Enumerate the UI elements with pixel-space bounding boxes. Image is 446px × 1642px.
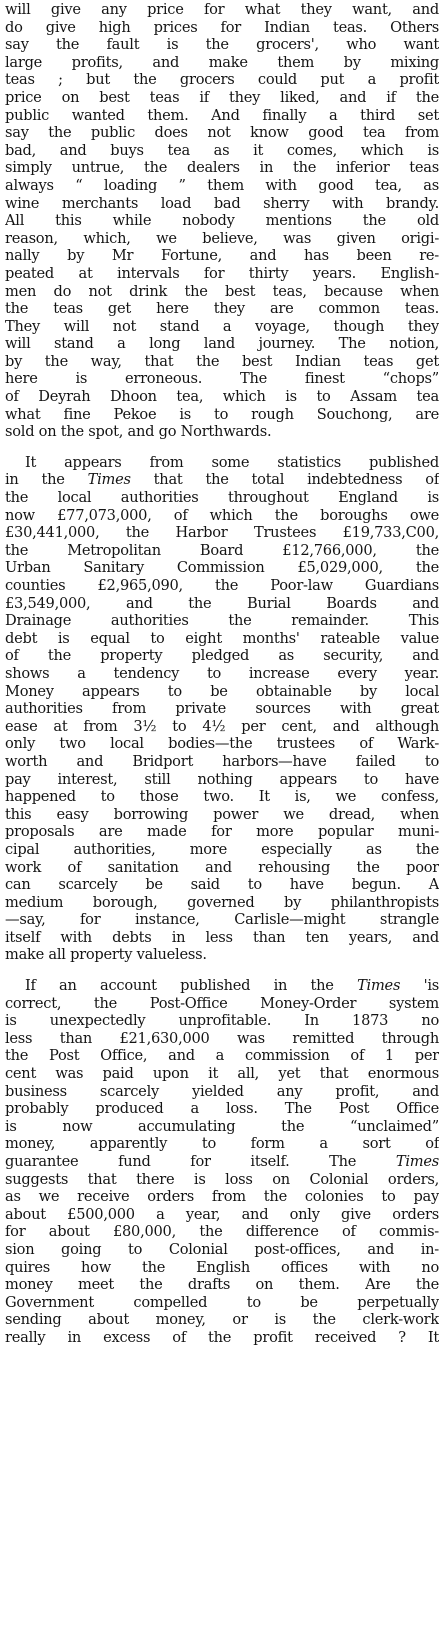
text-line: will stand a long land journey. The notion, <box>5 335 439 353</box>
text-line: only two local bodies—the trustees of Wark- <box>5 735 439 753</box>
text-line: All this while nobody mentions the old <box>5 212 439 230</box>
text-line: Money appears to be obtainable by local <box>5 682 439 700</box>
text-line: bad, and buys tea as it comes, which is <box>5 141 439 159</box>
newspaper-column <box>0 1 446 1642</box>
text-line: itself with debts in less than ten years, and <box>5 928 439 946</box>
text-line: is unexpectedly unprofitable. In 1873 no <box>5 1012 439 1030</box>
text-line: what fine Pekoe is to rough Souchong, are <box>5 405 439 423</box>
text-line: money meet the drafts on them. Are the <box>5 1276 439 1294</box>
text-line: sending about money, or is the clerk-work <box>5 1311 439 1329</box>
text-line: Drainage authorities the remainder. This <box>5 612 439 630</box>
text-line: always “ loading ” them with good tea, as <box>5 176 439 194</box>
text-line: counties £2,965,090, the Poor-law Guardians <box>5 577 439 594</box>
text-line: nally by Mr Fortune, and has been re- <box>5 247 439 265</box>
text-line: will give any price for what they want, and <box>5 1 439 18</box>
text-line: is now accumulating the “unclaimed” <box>5 1117 439 1135</box>
text-line: large profits, and make them by mixing <box>5 53 439 71</box>
text-line: say the fault is the grocers', who want <box>5 36 439 54</box>
text-line: —say, for instance, Carlisle—might strangle <box>5 911 439 929</box>
text-line: quires how the English offices with no <box>5 1258 439 1276</box>
newspaper-title: Times <box>395 1153 439 1170</box>
text-line: authorities from private sources with great <box>5 700 439 718</box>
text-line: of the property pledged as security, and <box>5 647 439 665</box>
newspaper-title: Times <box>357 977 401 995</box>
text-line: the local authorities throughout England is <box>5 489 439 507</box>
text-line: sold on the spot, and go Northwards. <box>5 423 272 441</box>
text-line: public wanted them. And finally a third set <box>5 106 439 124</box>
text-line: Urban Sanitary Commission £5,029,000, the <box>5 559 439 577</box>
text-line: the Post Office, and a commission of 1 per <box>5 1047 439 1065</box>
text-line: business scarcely yielded any profit, and <box>5 1082 439 1100</box>
text-line: ease at from 3½ to 4½ per cent, and although <box>5 717 439 735</box>
text-line: cipal authorities, more especially as the <box>5 840 439 858</box>
newspaper-title: Times <box>87 471 131 489</box>
text-line: men do not drink the best teas, because when <box>5 282 439 300</box>
text-line: the Metropolitan Board £12,766,000, the <box>5 541 439 559</box>
text-line: proposals are made for more popular muni- <box>5 823 439 841</box>
text-line: happened to those two. It is, we confess, <box>5 788 439 806</box>
text-line: say the public does not know good tea from <box>5 124 439 142</box>
text-line: now £77,073,000, of which the boroughs owe <box>5 506 439 524</box>
text-line: guarantee fund for itself. The Times <box>5 1153 439 1170</box>
text-line: suggests that there is loss on Colonial orders, <box>5 1170 439 1188</box>
text-line: debt is equal to eight months' rateable value <box>5 629 439 647</box>
text-line: peated at intervals for thirty years. English- <box>5 264 439 282</box>
paragraph-tea-quality <box>5 1 439 441</box>
text-line: by the way, that the best Indian teas get <box>5 352 439 370</box>
text-line: It appears from some statistics published <box>25 453 439 471</box>
text-line: pay interest, still nothing appears to have <box>5 770 439 788</box>
paragraph-money-order <box>5 977 439 1346</box>
text-line: worth and Bridport harbors—have failed to <box>5 752 439 770</box>
paragraph-local-debt <box>5 454 439 964</box>
text-line: price on best teas if they liked, and if the <box>5 88 439 106</box>
text-line: as we receive orders from the colonies to pay <box>5 1188 439 1206</box>
text-line: £3,549,000, and the Burial Boards and <box>5 594 439 612</box>
text-line: really in excess of the profit received ? It <box>5 1328 439 1346</box>
text-line: They will not stand a voyage, though they <box>5 317 439 335</box>
text-line: probably produced a loss. The Post Office <box>5 1100 439 1118</box>
text-line: correct, the Post-Office Money-Order system <box>5 994 439 1012</box>
text-line: sion going to Colonial post-offices, and in- <box>5 1240 439 1258</box>
text-line: If an account published in the Times 'is <box>25 977 439 995</box>
text-line: in the Times that the total indebtedness of <box>5 471 439 489</box>
text-line: do give high prices for Indian teas. Others <box>5 18 439 36</box>
text-line: of Deyrah Dhoon tea, which is to Assam tea <box>5 388 439 406</box>
text-line: teas ; but the grocers could put a profit <box>5 71 439 89</box>
text-line: simply untrue, the dealers in the inferior teas <box>5 159 439 177</box>
text-line: for about £80,000, the difference of commis- <box>5 1223 439 1241</box>
text-line: less than £21,630,000 was remitted through <box>5 1029 439 1047</box>
text-line: about £500,000 a year, and only give orders <box>5 1205 439 1223</box>
text-line: can scarcely be said to have begun. A <box>5 876 439 894</box>
text-line: medium borough, governed by philanthropists <box>5 893 439 911</box>
text-line: this easy borrowing power we dread, when <box>5 805 439 823</box>
text-line: money, apparently to form a sort of <box>5 1135 439 1153</box>
text-line: work of sanitation and rehousing the poor <box>5 858 439 876</box>
text-line: £30,441,000, the Harbor Trustees £19,733,C00, <box>5 524 439 542</box>
text-line: shows a tendency to increase every year. <box>5 664 439 682</box>
text-line: reason, which, we believe, was given origi- <box>5 229 439 247</box>
text-line: here is erroneous. The finest “chops” <box>5 370 439 388</box>
text-line: Government compelled to be perpetually <box>5 1293 439 1311</box>
text-line: cent was paid upon it all, yet that enormous <box>5 1065 439 1083</box>
text-line: the teas get here they are common teas. <box>5 300 439 318</box>
text-line: wine merchants load bad sherry with brandy. <box>5 194 439 212</box>
text-line: make all property valueless. <box>5 946 207 964</box>
